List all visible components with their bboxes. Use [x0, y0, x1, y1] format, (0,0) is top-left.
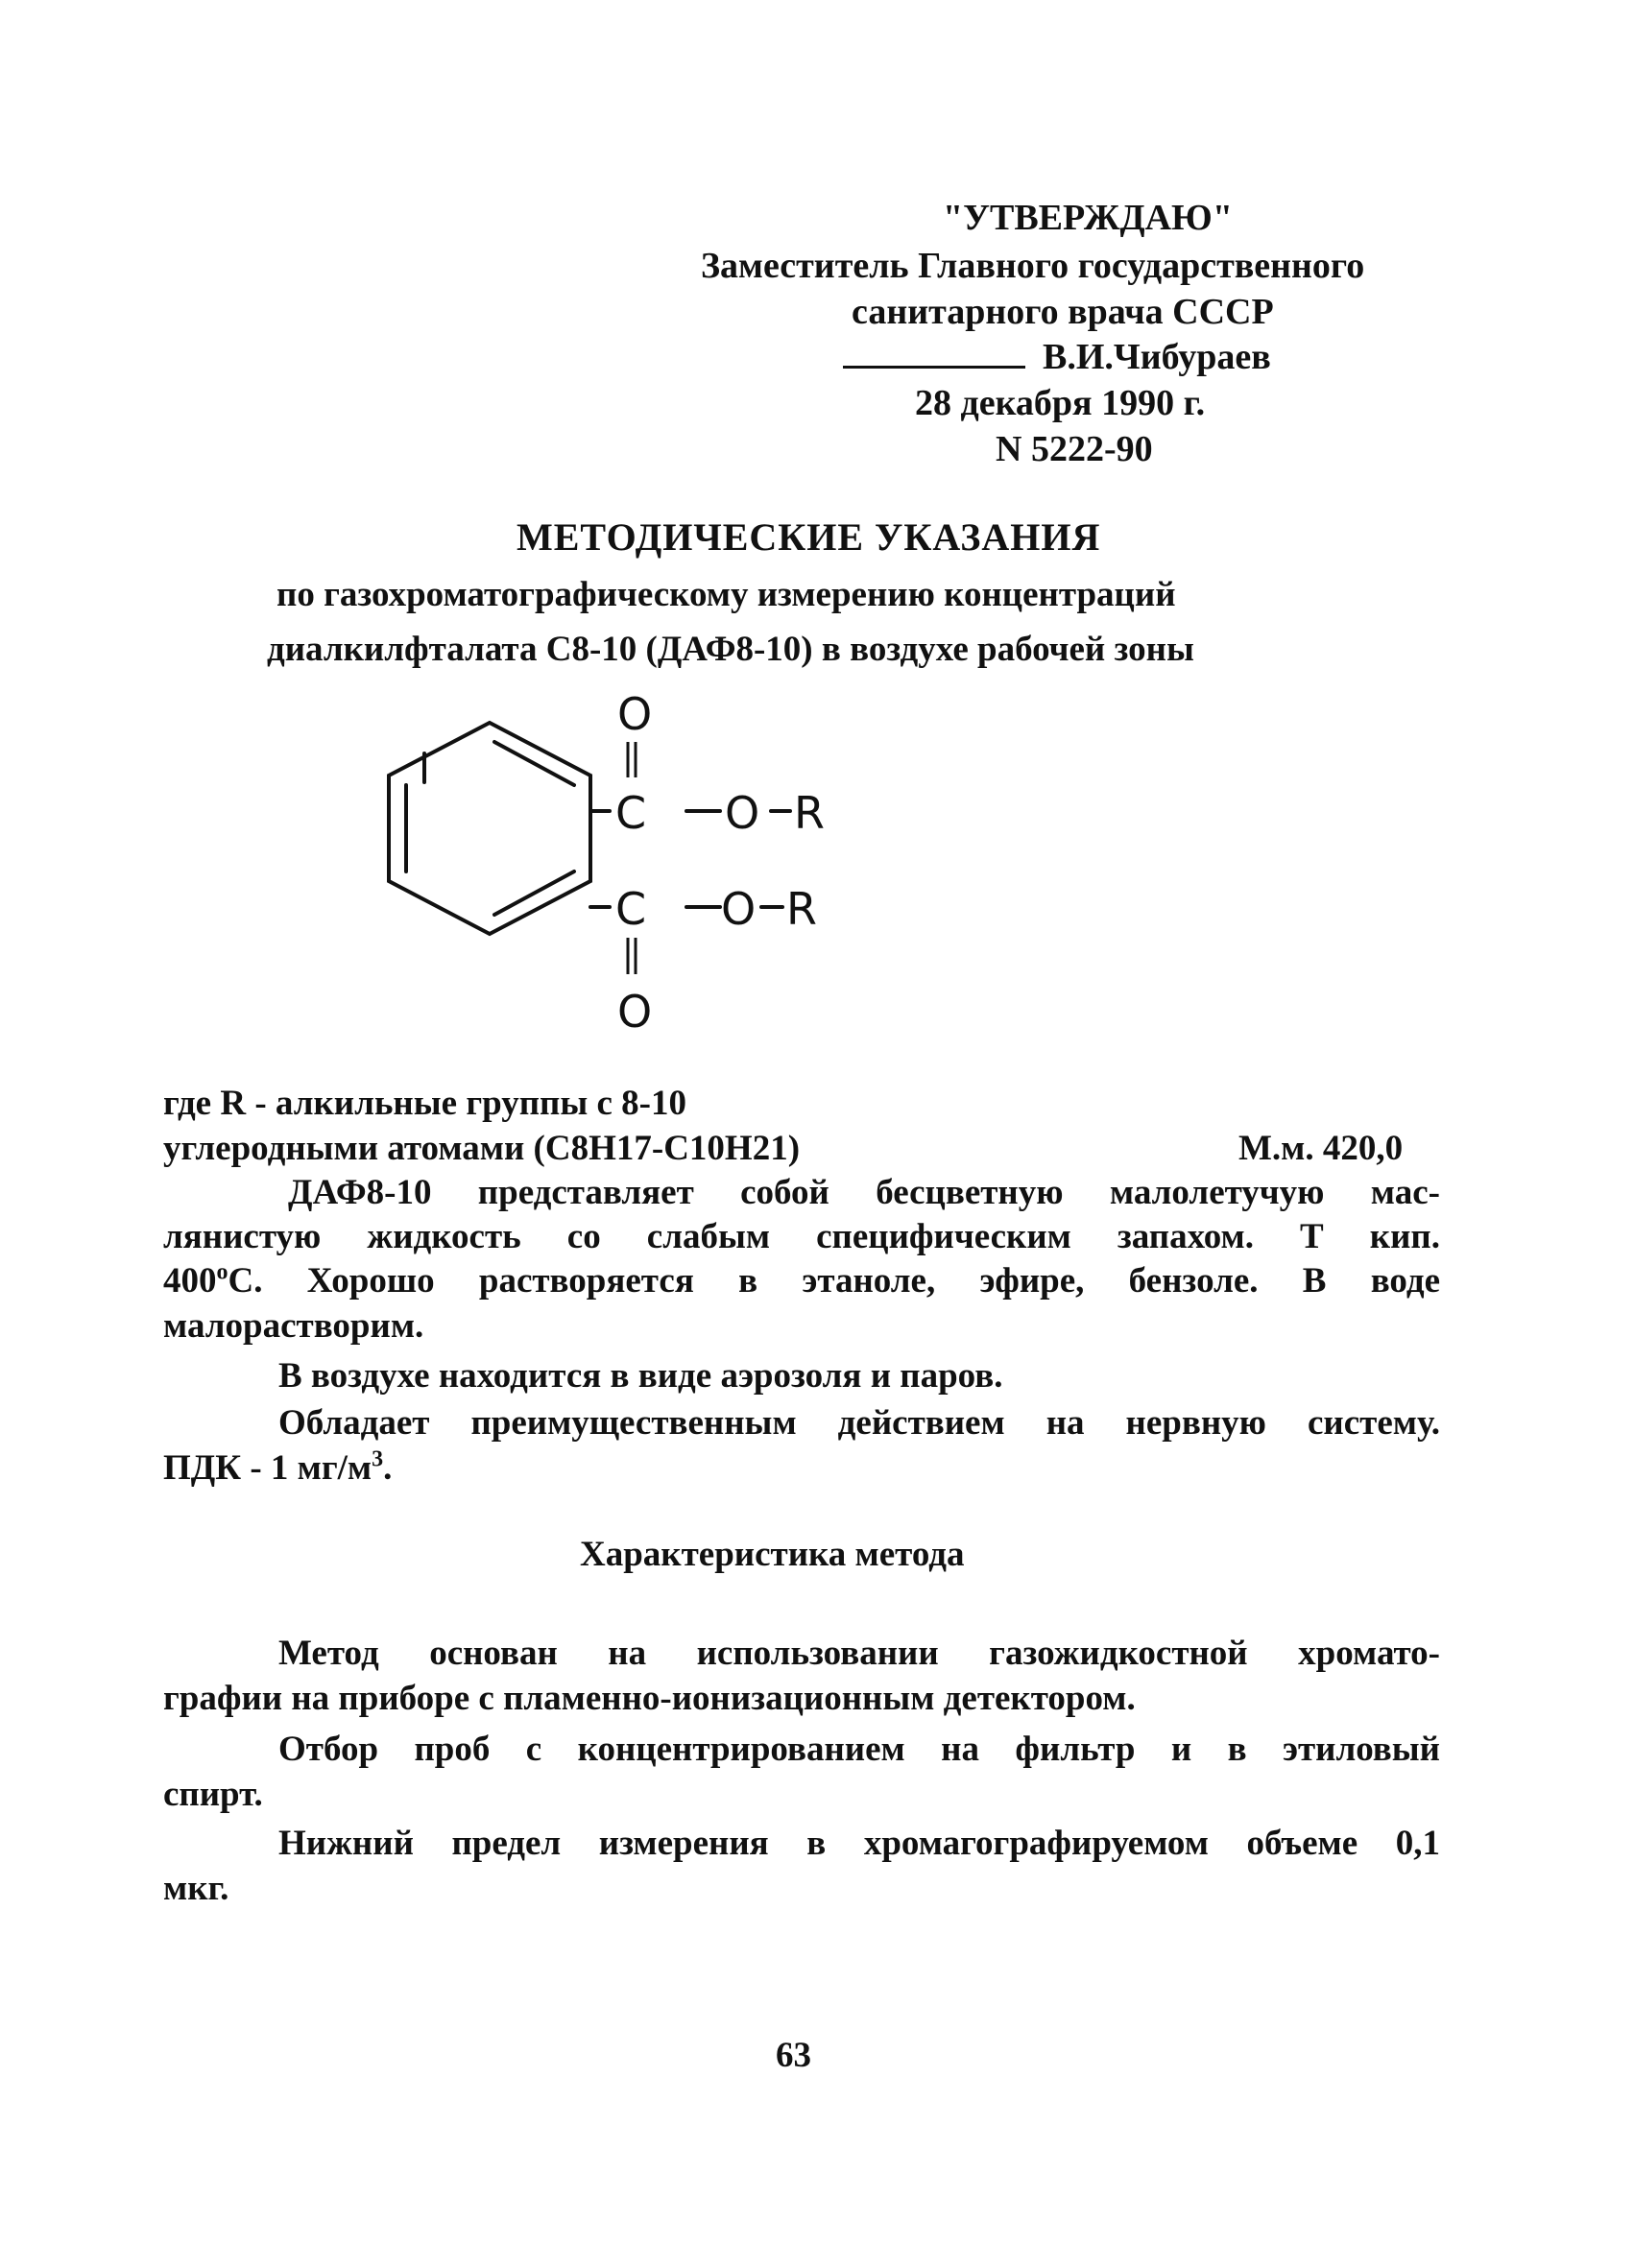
- ring-double-bond: [494, 742, 574, 785]
- approval-date: 28 декабря 1990 г.: [915, 383, 1206, 423]
- approval-stamp: "УТВЕРЖДАЮ": [943, 198, 1233, 238]
- method-p1-line2: графии на приборе с пламенно-ионизационным детектором.: [163, 1679, 1136, 1718]
- method-p3-line1: Нижний предел измерения в хромагографируемом объеме 0,1: [278, 1824, 1440, 1863]
- description-line3-text: С. Хорошо растворяется в этаноле, эфире, бензоле. В воде: [228, 1261, 1440, 1301]
- approval-signature-row: [843, 336, 1271, 378]
- method-p3-line2: мкг.: [163, 1869, 229, 1908]
- description-line1: ДАФ8-10 представляет собой бесцветную малолетучую мас-: [288, 1173, 1440, 1212]
- approval-signatory: В.И.Чибураев: [1043, 337, 1271, 377]
- atom-o1: O: [725, 787, 760, 839]
- document-title: МЕТОДИЧЕСКИЕ УКАЗАНИЯ: [517, 515, 1101, 559]
- pdk-end: .: [383, 1448, 393, 1488]
- structural-formula: [379, 686, 917, 1089]
- air-state: В воздухе находится в виде аэрозоля и паров.: [278, 1356, 1003, 1396]
- atom-r1: R: [794, 787, 825, 839]
- atom-c2: C: [615, 883, 647, 935]
- pdk-unit-exponent: 3: [372, 1446, 384, 1472]
- molecular-mass: М.м. 420,0: [1238, 1129, 1404, 1168]
- ring-double-bond: [494, 871, 574, 915]
- atom-o2: O: [721, 883, 757, 935]
- atom-r2: R: [786, 883, 817, 935]
- approval-number: N 5222-90: [996, 429, 1153, 469]
- description-line2: лянистую жидкость со слабым специфическим запахом. Т кип.: [163, 1217, 1440, 1256]
- page-number: 63: [776, 2036, 811, 2075]
- document-subtitle-line1: по газохроматографическому измерению концентраций: [276, 575, 1176, 614]
- atom-o-top: O: [617, 688, 653, 740]
- method-p2-line2: спирт.: [163, 1775, 263, 1814]
- effect: Обладает преимущественным действием на нервную систему.: [278, 1403, 1440, 1443]
- description-line3: [163, 1259, 1440, 1303]
- approval-position-line1: Заместитель Главного государственного: [701, 246, 1365, 286]
- method-p2-line1: Отбор проб с концентрированием на фильтр и в этиловый: [278, 1730, 1440, 1769]
- description-line4: малорастворим.: [163, 1306, 424, 1346]
- r-definition-line2: углеродными атомами (C8H17-C10H21): [163, 1129, 801, 1168]
- method-heading: Характеристика метода: [580, 1535, 965, 1574]
- document-subtitle-line2: диалкилфталата С8-10 (ДАФ8-10) в воздухе рабочей зоны: [267, 630, 1194, 669]
- pdk: [163, 1447, 392, 1490]
- pdk-text: ПДК - 1 мг/м: [163, 1448, 372, 1488]
- approval-position-line2: санитарного врача СССР: [852, 292, 1274, 332]
- method-p1-line1: Метод основан на использовании газожидкостной хромато-: [278, 1634, 1440, 1673]
- r-definition-line1: где R - алкильные группы с 8-10: [163, 1084, 686, 1123]
- benzene-ring: [389, 723, 590, 934]
- boiling-temp: 400: [163, 1261, 217, 1301]
- degree-sign: o: [216, 1259, 228, 1285]
- signature-line: [843, 341, 1025, 369]
- atom-o-bottom: O: [617, 986, 653, 1038]
- atom-c1: C: [615, 787, 647, 839]
